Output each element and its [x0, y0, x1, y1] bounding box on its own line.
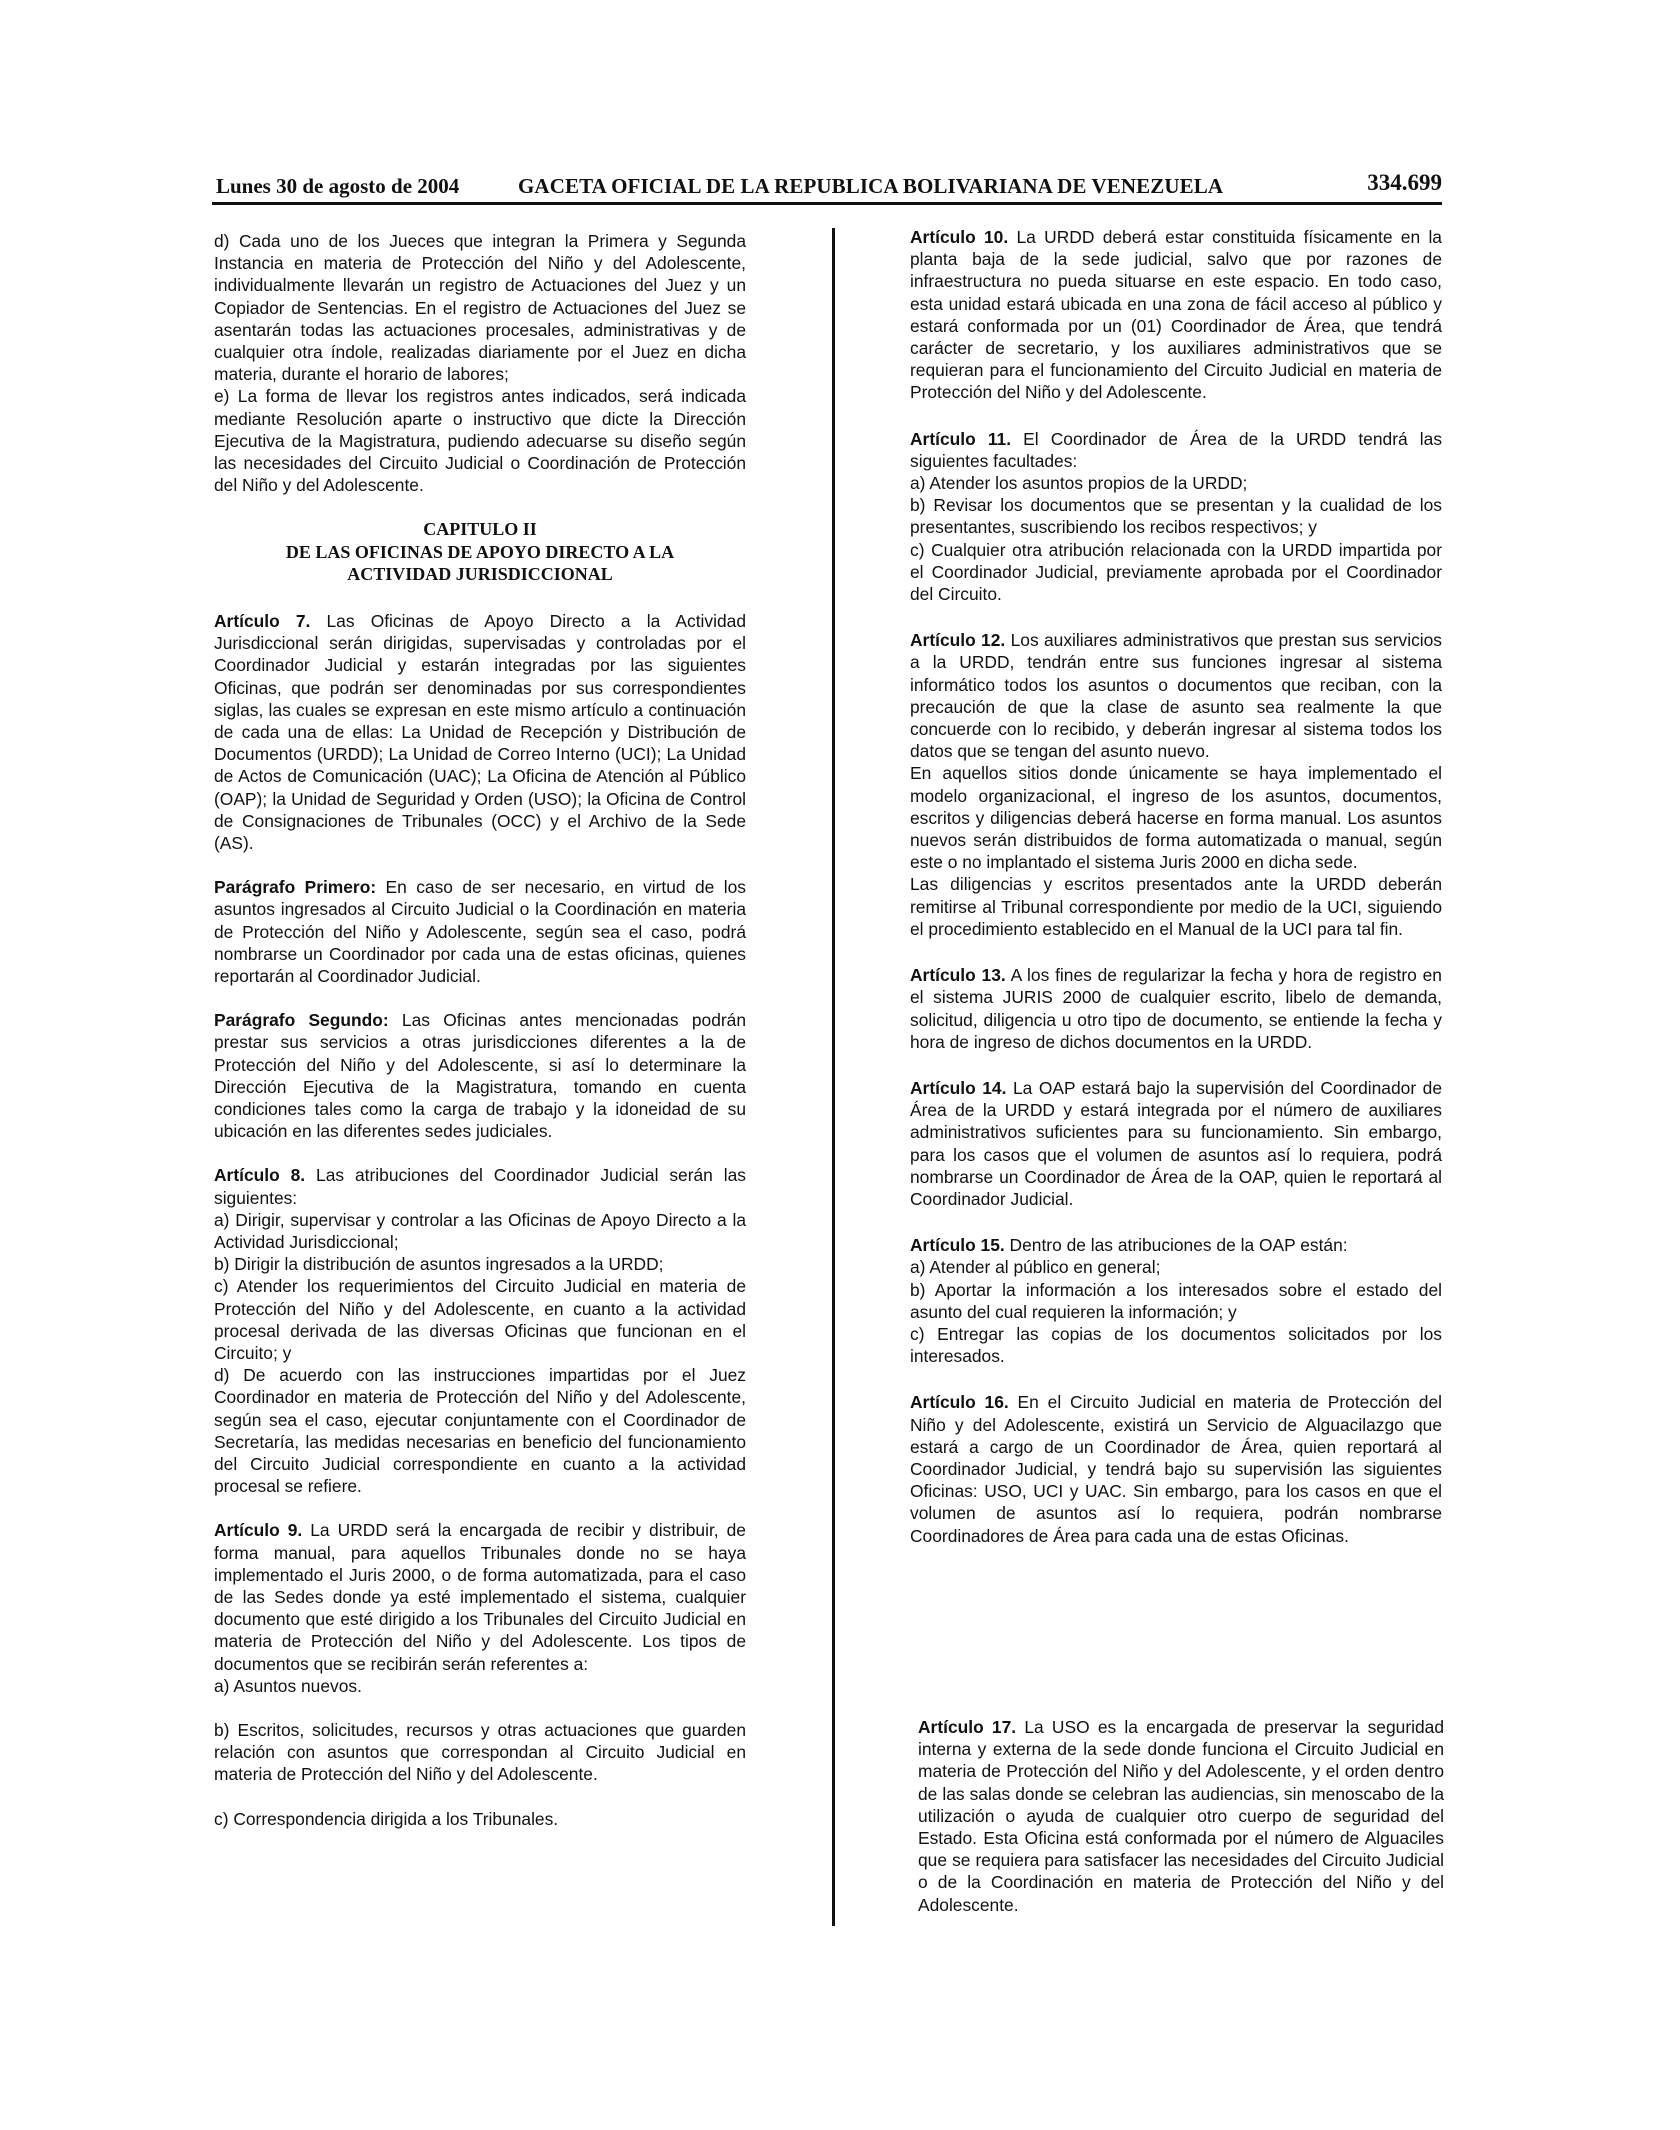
article-10	[910, 226, 1442, 404]
paragraph-primero-text: En caso de ser necesario, en virtud de los asuntos ingresados al Circuito Judicial o la Coordinación en materia de Protección del Niño y Adolescente, según sea el caso, podrá nombrarse un Coordinador por cada una de estas oficinas, quienes reportarán al Coordinador Judicial.	[214, 877, 746, 986]
article-11	[910, 428, 1442, 472]
article-13-label: Artículo 13.	[910, 965, 1006, 986]
article-8-text: Las atribuciones del Coordinador Judicial serán las siguientes:	[214, 1165, 746, 1208]
article-17-label: Artículo 17.	[918, 1717, 1017, 1737]
article-11-item-b: b) Revisar los documentos que se presentan y la cualidad de los presentantes, suscribiendo los recibos respectivos; y	[910, 495, 1442, 538]
chapter-heading	[214, 518, 746, 586]
article-9-item-a: a) Asuntos nuevos.	[214, 1675, 362, 1696]
left-column	[214, 230, 746, 1830]
article-8-item-d: d) De acuerdo con las instrucciones impartidas por el Juez Coordinador en materia de Protección del Niño y del Adolescente, según sea el caso, ejecutar conjuntamente con el Coordinador de Secretaría, las medidas necesarias en beneficio del funcionamiento del Circuito Judicial correspondiente en cuanto a la actividad procesal se refiere.	[214, 1365, 746, 1497]
paragraph-segundo-label: Parágrafo Segundo:	[214, 1010, 389, 1031]
article-16	[910, 1391, 1442, 1546]
article-11-item-c: c) Cualquier otra atribución relacionada con la URDD impartida por el Coordinador Judicial, previamente aprobada por el Coordinador del Circuito.	[910, 539, 1442, 605]
article-15-item-c: c) Entregar las copias de los documentos solicitados por los interesados.	[910, 1323, 1442, 1367]
article-10-label: Artículo 10.	[910, 227, 1009, 247]
column-divider	[832, 228, 835, 1926]
article-17-block	[918, 1716, 1444, 1916]
paragraph-d-judges: d) Cada uno de los Jueces que integran la Primera y Segunda Instancia en materia de Protección del Niño y del Adolescente, individualmente llevarán un registro de Actuaciones del Juez y un Copiador de Sentencias. En el registro de Actuaciones del Juez se asentarán todas las actuaciones procesales, administrativas y de cualquier otra índole, realizadas diariamente por el Juez en dicha materia, durante el horario de labores;	[214, 231, 746, 385]
paragraph-e-registers: e) La forma de llevar los registros antes indicados, será indicada mediante Resolución aparte o instructivo que dicte la Dirección Ejecutiva de la Magistratura, pudiendo adecuarse su diseño según las necesidades del Circuito Judicial o Coordinación de Protección del Niño y del Adolescente.	[214, 386, 746, 496]
chapter-number: CAPITULO II	[423, 519, 537, 540]
article-15-text: Dentro de las atribuciones de la OAP están:	[1004, 1235, 1348, 1256]
paragraph-segundo	[214, 1009, 746, 1142]
article-11-text: El Coordinador de Área de la URDD tendrá las siguientes facultades:	[910, 428, 1443, 471]
right-column	[910, 226, 1442, 1547]
article-12-text: Los auxiliares administrativos que prestan sus servicios a la URDD, tendrán entre sus funciones ingresar al sistema informático todos los asuntos o documentos que reciban, con la precaución de que la clase de asunto sea realmente la que concuerde con lo recibido, y deberán ingresar al sistema todos los datos que se tengan del asunto nuevo.	[910, 630, 1442, 762]
article-13-text: A los fines de regularizar la fecha y hora de registro en el sistema JURIS 2000 de cualquier escrito, libelo de demanda, solicitud, diligencia u otro tipo de documento, se entiende la fecha y hora de ingreso de dichos documentos en la URDD.	[910, 965, 1442, 1052]
page-header	[212, 168, 1442, 205]
article-17-text: La USO es la encargada de preservar la seguridad interna y externa de la sede donde funciona el Circuito Judicial en materia de Protección del Niño y del Adolescente, y el orden dentro de las salas donde se celebran las audiencias, sin menoscabo de la utilización o ayuda de cualquier otro cuerpo de seguridad del Estado. Esta Oficina está conformada por el número de Alguaciles que se requiera para satisfacer las necesidades del Circuito Judicial o de la Coordinación en materia de Protección del Niño y del Adolescente.	[918, 1717, 1444, 1915]
article-11-item-a: a) Atender los asuntos propios de la URDD;	[910, 473, 1248, 494]
article-14-label: Artículo 14.	[910, 1077, 1007, 1098]
chapter-title-line-1: DE LAS OFICINAS DE APOYO DIRECTO A LA	[285, 541, 675, 562]
article-16-label: Artículo 16.	[910, 1392, 1009, 1413]
article-8	[214, 1164, 746, 1208]
chapter-title-line-2: ACTIVIDAD JURISDICCIONAL	[347, 564, 613, 585]
article-14-text: La OAP estará bajo la supervisión del Coordinador de Área de la URDD y estará integrada por el número de auxiliares administrativos suficientes para su funcionamiento. Sin embargo, para los casos que el volumen de asuntos así lo requiera, podrá nombrarse un Coordinador de Área de la OAP, quien le reportará al Coordinador Judicial.	[910, 1077, 1442, 1209]
article-9-item-b: b) Escritos, solicitudes, recursos y otras actuaciones que guarden relación con asuntos que correspondan al Circuito Judicial en materia de Protección del Niño y del Adolescente.	[214, 1720, 746, 1785]
article-8-item-b: b) Dirigir la distribución de asuntos ingresados a la URDD;	[214, 1254, 664, 1275]
article-16-text: En el Circuito Judicial en materia de Protección del Niño y del Adolescente, existirá un Servicio de Alguacilazgo que estará a cargo de un Coordinador de Área, quien reportará al Coordinador Judicial, y tendrá bajo su supervisión las siguientes Oficinas: USO, UCI y UAC. Sin embargo, para los casos en que el volumen de asuntos así lo requiera, podrán nombrarse Coordinadores de Área para cada una de estas Oficinas.	[910, 1392, 1442, 1546]
page-number: 334.699	[1367, 170, 1442, 195]
paragraph-segundo-text: Las Oficinas antes mencionadas podrán prestar sus servicios a otras jurisdicciones diferentes a la de Protección del Niño y del Adolescente, si así lo determinare la Dirección Ejecutiva de la Magistratura, tomando en cuenta condiciones tales como la carga de trabajo y la idoneidad de su ubicación en las diferentes sedes judiciales.	[214, 1010, 746, 1142]
article-8-item-a: a) Dirigir, supervisar y controlar a las Oficinas de Apoyo Directo a la Actividad Jurisdiccional;	[214, 1209, 746, 1253]
article-7-label: Artículo 7.	[214, 610, 311, 631]
article-14	[910, 1077, 1442, 1210]
paragraph-primero-label: Parágrafo Primero:	[214, 877, 377, 898]
article-12	[910, 629, 1442, 762]
article-13	[910, 964, 1442, 1053]
article-15-item-a: a) Atender al público en general;	[910, 1257, 1161, 1278]
article-9-label: Artículo 9.	[214, 1520, 303, 1541]
article-9	[214, 1519, 746, 1674]
article-17	[918, 1716, 1444, 1916]
article-7-text: Las Oficinas de Apoyo Directo a la Actividad Jurisdiccional serán dirigidas, supervisadas y controladas por el Coordinador Judicial y estarán integradas por las siguientes Oficinas, que podrán ser denominadas por sus correspondientes siglas, las cuales se expresan en este mismo artículo a continuación de cada una de ellas: La Unidad de Recepción y Distribución de Documentos (URDD); La Unidad de Correo Interno (UCI); La Unidad de Actos de Comunicación (UAC); La Oficina de Atención al Público (OAP); la Unidad de Seguridad y Orden (USO); la Oficina de Control de Consignaciones de Tribunales (OCC) y el Archivo de la Sede (AS).	[214, 610, 746, 853]
article-8-label: Artículo 8.	[214, 1165, 306, 1186]
article-15-item-b: b) Aportar la información a los interesados sobre el estado del asunto del cual requieren la información; y	[910, 1279, 1442, 1322]
article-7	[214, 610, 746, 854]
article-15	[910, 1234, 1442, 1256]
article-12-label: Artículo 12.	[910, 630, 1006, 651]
article-15-label: Artículo 15.	[910, 1235, 1005, 1256]
paragraph-primero	[214, 876, 746, 987]
header-date: Lunes 30 de agosto de 2004	[216, 174, 460, 198]
article-8-item-c: c) Atender los requerimientos del Circuito Judicial en materia de Protección del Niño y del Adolescente, en cuanto a la actividad procesal derivada de las diversas Oficinas que funcionan en el Circuito; y	[214, 1276, 746, 1364]
article-10-text: La URDD deberá estar constituida físicamente en la planta baja de la sede judicial, salvo que por razones de infraestructura no pueda situarse en este espacio. En todo caso, esta unidad estará ubicada en una zona de fácil acceso al público y estará conformada por un (01) Coordinador de Área, que tendrá carácter de secretario, y los auxiliares administrativos que se requieran para el funcionamiento del Circuito Judicial en materia de Protección del Niño y del Adolescente.	[910, 227, 1442, 403]
article-11-label: Artículo 11.	[910, 428, 1012, 449]
article-12-paragraph-3: Las diligencias y escritos presentados ante la URDD deberán remitirse al Tribunal correspondiente por medio de la UCI, siguiendo el procedimiento establecido en el Manual de la UCI para tal fin.	[910, 874, 1442, 939]
gazette-title: GACETA OFICIAL DE LA REPUBLICA BOLIVARIANA DE VENEZUELA	[518, 174, 1224, 198]
article-9-text: La URDD será la encargada de recibir y distribuir, de forma manual, para aquellos Tribunales donde no se haya implementado el Juris 2000, o de forma automatizada, para el caso de las Sedes donde ya esté implementado el sistema, cualquier documento que esté dirigido a los Tribunales del Circuito Judicial en materia de Protección del Niño y del Adolescente. Los tipos de documentos que se recibirán serán referentes a:	[214, 1520, 746, 1674]
article-9-item-c: c) Correspondencia dirigida a los Tribunales.	[214, 1808, 559, 1829]
article-12-paragraph-2: En aquellos sitios donde únicamente se haya implementado el modelo organizacional, el ingreso de los asuntos, documentos, escritos y diligencias deberá hacerse en forma manual. Los asuntos nuevos serán distribuidos de forma automatizada o manual, según este o no implantado el sistema Juris 2000 en dicha sede.	[910, 763, 1442, 873]
